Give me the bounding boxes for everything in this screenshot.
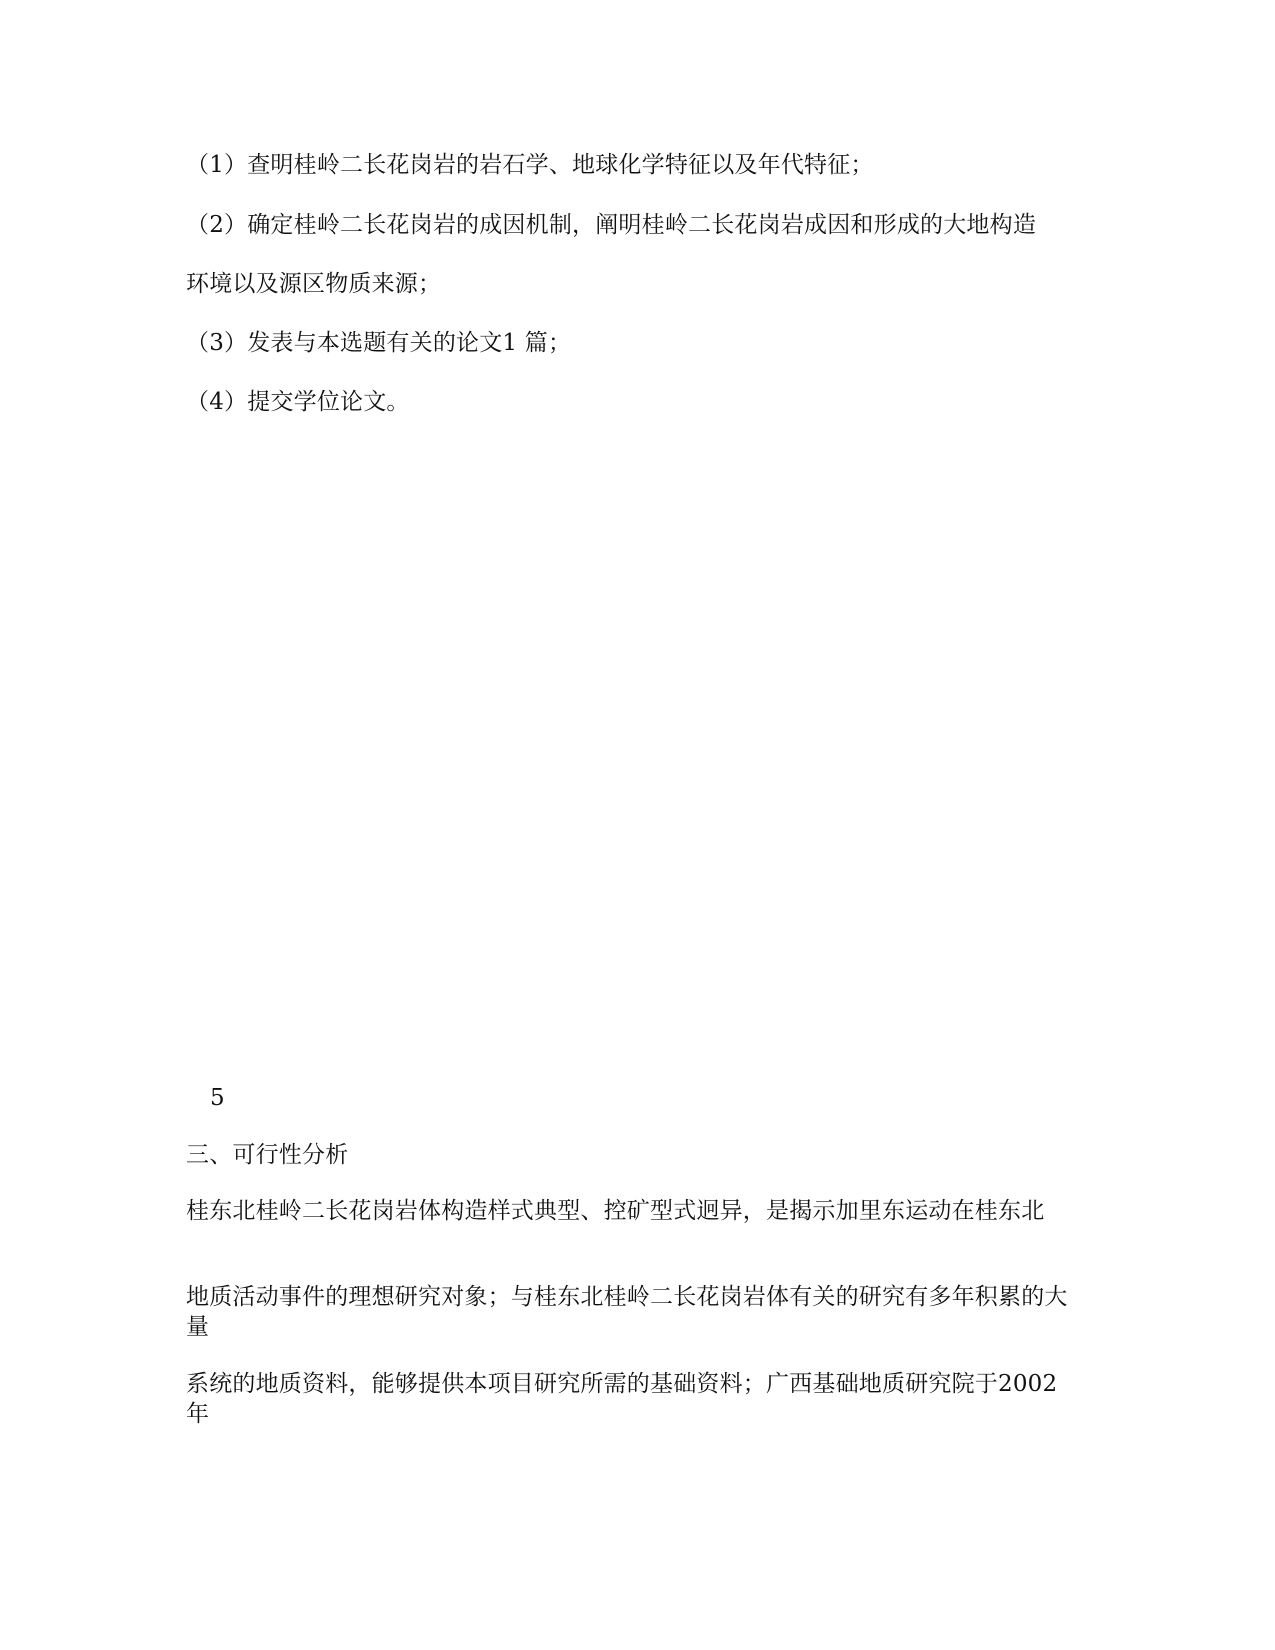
objective-item-2-continued: 环境以及源区物质来源； [186, 271, 442, 297]
objective-item-4: （4）提交学位论文。 [186, 389, 410, 415]
page-number: 5 [210, 1085, 225, 1111]
paragraph-line-3: 系统的地质资料，能够提供本项目研究所需的基础资料；广西基础地质研究院于2002 年 [186, 1371, 1058, 1427]
paragraph-line-2: 地质活动事件的理想研究对象；与桂东北桂岭二长花岗岩体有关的研究有多年积累的大量 [186, 1284, 1068, 1340]
paragraph-line-1: 桂东北桂岭二长花岗岩体构造样式典型、控矿型式迥异，是揭示加里东运动在桂东北 [186, 1198, 1045, 1224]
objective-item-3: （3）发表与本选题有关的论文1 篇； [186, 330, 572, 356]
section-heading: 三、可行性分析 [186, 1142, 349, 1168]
objective-item-1: （1）查明桂岭二长花岗岩的岩石学、地球化学特征以及年代特征； [186, 152, 874, 178]
objective-item-2: （2）确定桂岭二长花岗岩的成因机制，阐明桂岭二长花岗岩成因和形成的大地构造 [186, 212, 1037, 238]
